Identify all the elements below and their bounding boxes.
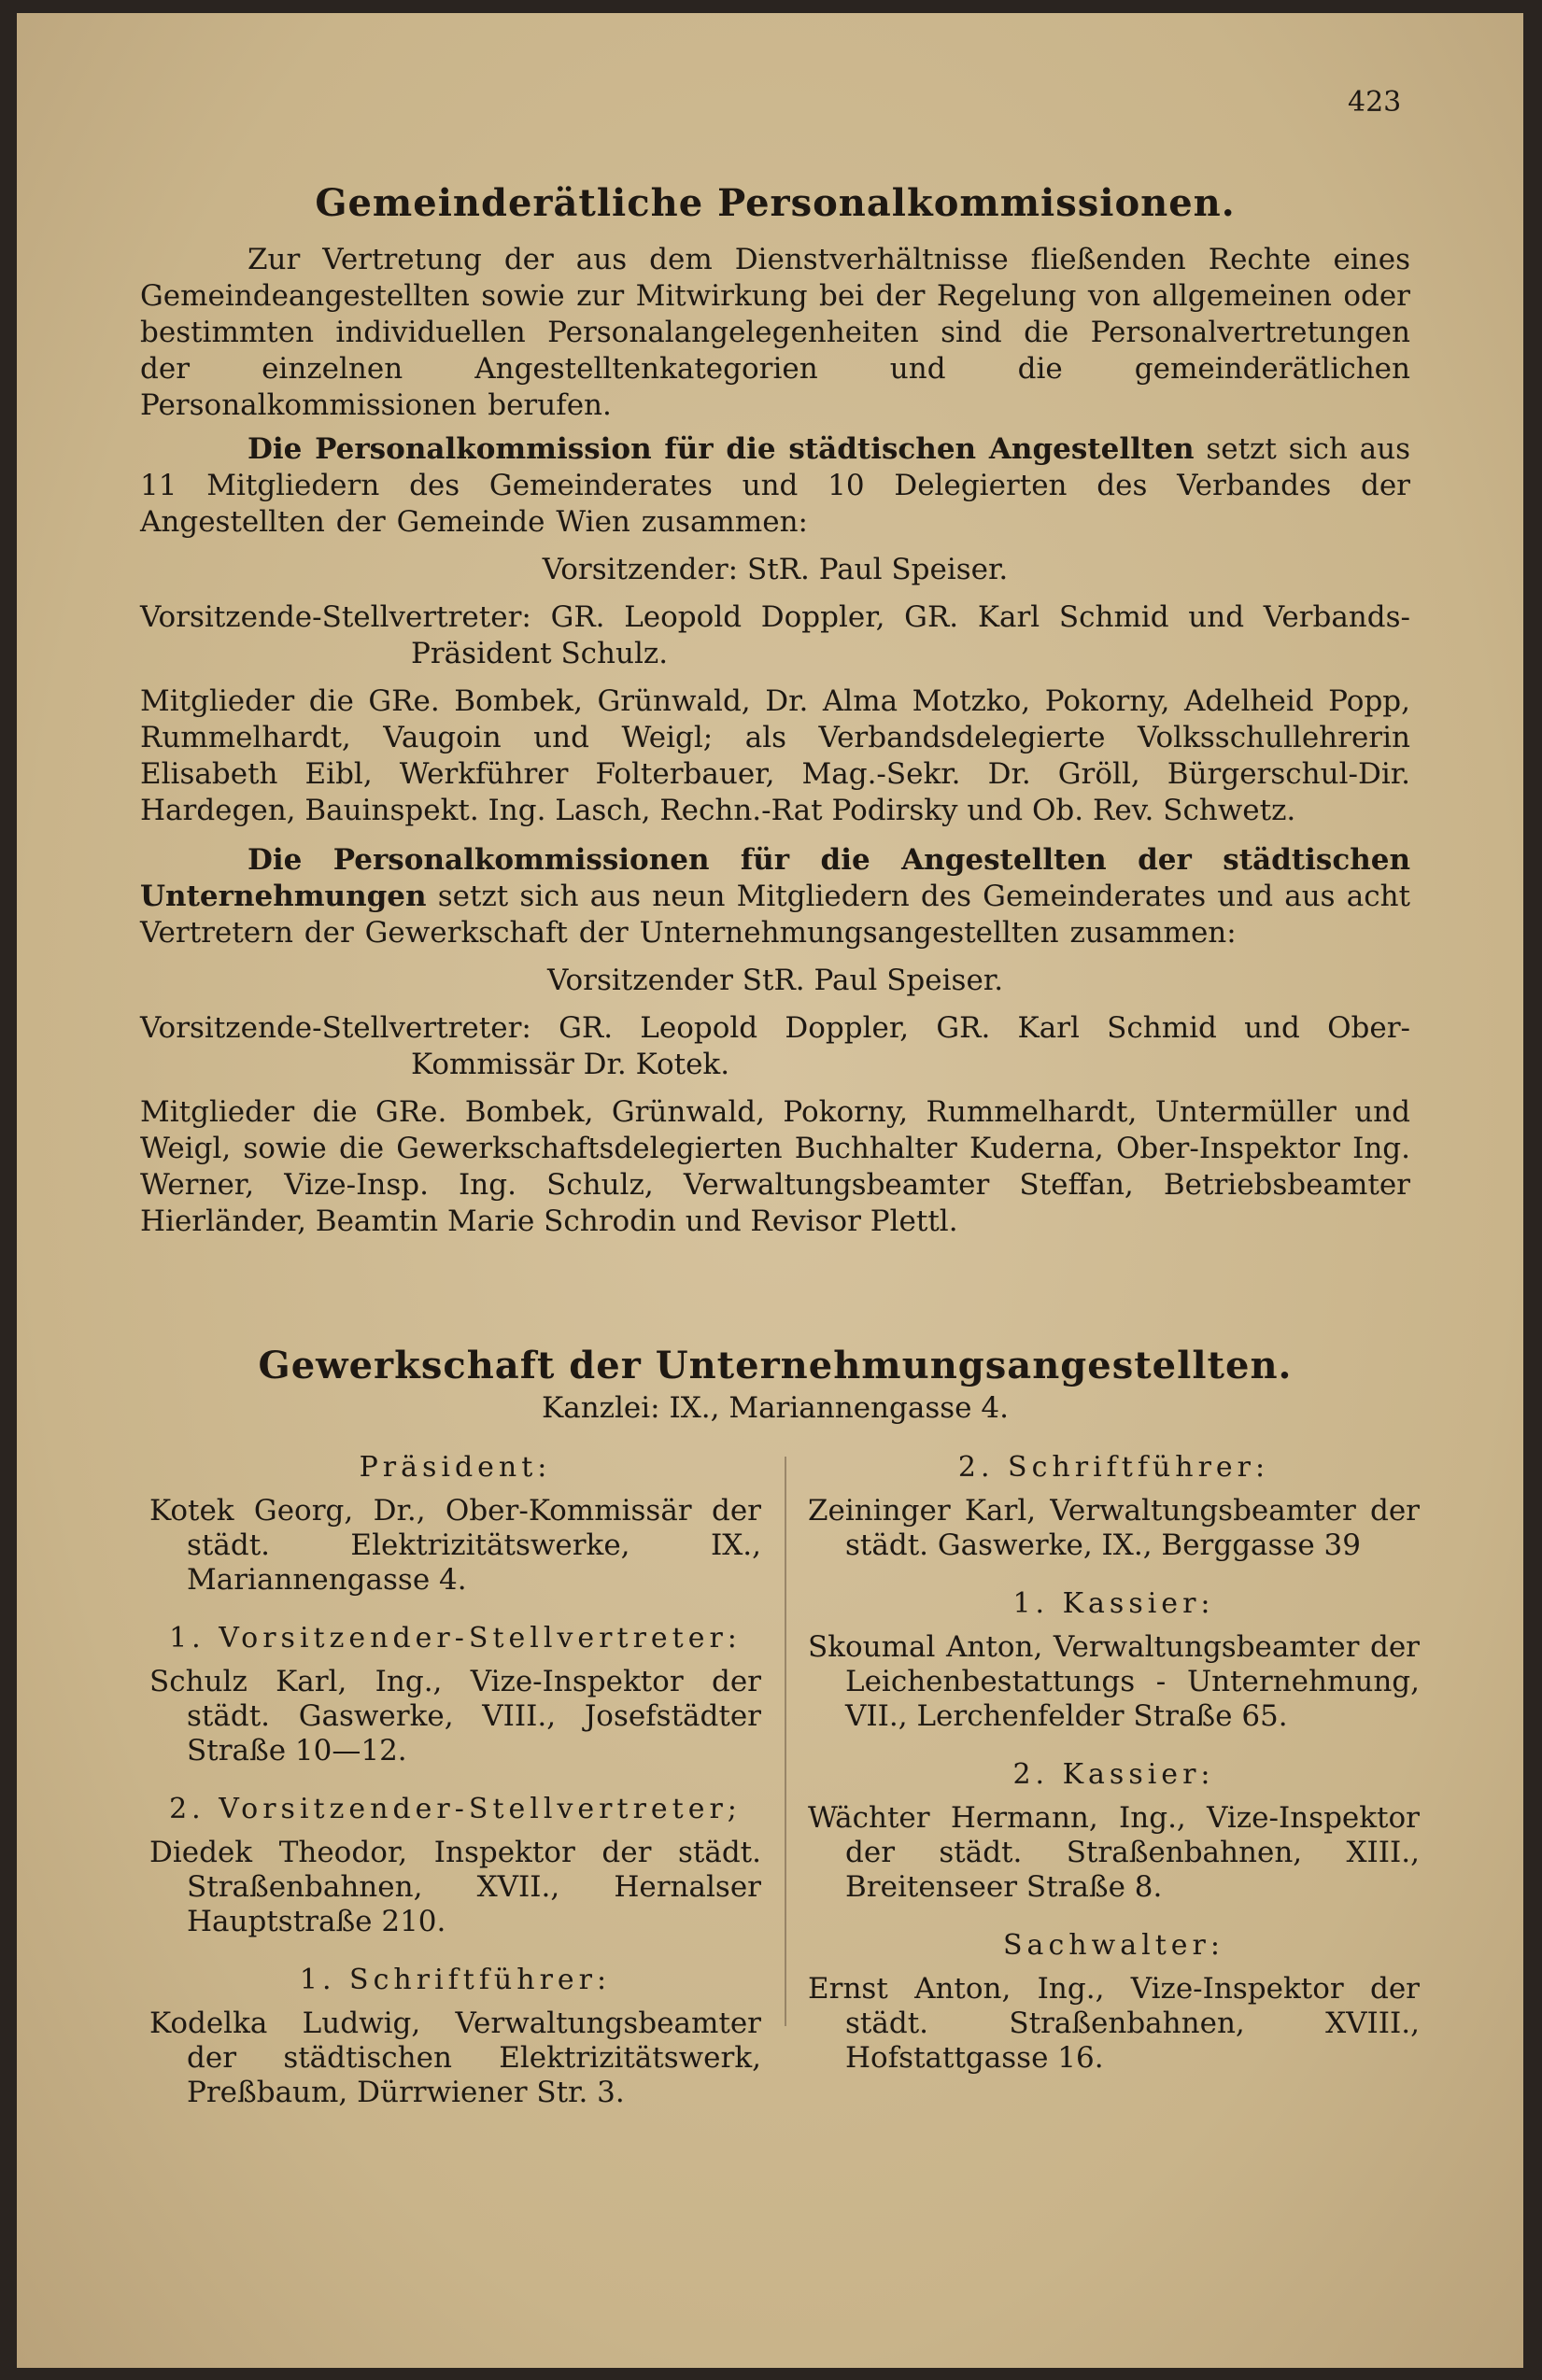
officers-columns xyxy=(140,1443,1420,2116)
commission2-paragraph xyxy=(140,842,1410,951)
commission1-deputies xyxy=(140,599,1410,672)
role-heading: 2. Kassier: xyxy=(1012,1758,1215,1791)
deputy-text: GR. Leopold Doppler, GR. Karl Schmid und Verbands-Präsident Schulz. xyxy=(411,600,1410,670)
chair-name: StR. Paul Speiser. xyxy=(742,964,1004,997)
role-heading: 1. Kassier: xyxy=(1012,1587,1215,1620)
role-heading: Sachwalter: xyxy=(1003,1929,1224,1962)
column-divider xyxy=(785,1457,786,2026)
commission2-chair xyxy=(140,963,1410,999)
left-column xyxy=(149,1443,761,2134)
commission1-lead: Die Personalkommission für die städtischen Angestellten xyxy=(248,432,1195,466)
section-personalkommissionen xyxy=(140,181,1410,1251)
commission1-text: setzt sich aus 11 Mitgliedern des Gemeinderates und 10 Delegierten des Verbandes der Angestellten der Gemeinde Wien zusammen: xyxy=(140,432,1410,539)
page-number: 423 xyxy=(1348,86,1402,119)
officer-entry: Wächter Hermann, Ing., Vize-Inspektor der städt. Straßenbahnen, XIII., Breitenseer Straße 8. xyxy=(808,1801,1420,1904)
officer-entry: Ernst Anton, Ing., Vize-Inspektor der städt. Straßenbahnen, XVIII., Hofstattgasse 16. xyxy=(808,1972,1420,2075)
chair-label: Vorsitzender xyxy=(546,964,733,997)
commission1-paragraph xyxy=(140,431,1410,541)
commission2-lead: Die Personalkommissionen für die Angestellten der städtischen Unternehmungen xyxy=(140,843,1410,913)
officer-entry: Schulz Karl, Ing., Vize-Inspektor der städt. Gaswerke, VIII., Josefstädter Straße 10—12. xyxy=(149,1665,761,1767)
commission1-members: Mitglieder die GRe. Bombek, Grünwald, Dr. Alma Motzko, Pokorny, Adelheid Popp, Rummelhardt, Vaugoin und Weigl; als Verbandsdelegierte Volksschullehrerin Elisabeth Eibl, Werkführer Folterbauer, Mag.-Sekr. Dr. Gröll, Bürgerschul-Dir. Hardegen, Bauinspekt. Ing. Lasch, Rechn.-Rat Podirsky und Ob. Rev. Schwetz. xyxy=(140,684,1410,827)
office-address: Kanzlei: IX., Mariannengasse 4. xyxy=(542,1391,1009,1425)
officer-entry: Kotek Georg, Dr., Ober-Kommissär der städt. Elektrizitätswerke, IX., Mariannengasse 4. xyxy=(149,1494,761,1597)
section-title: Gemeinderätliche Personalkommissionen. xyxy=(315,181,1236,225)
chair-label: Vorsitzender: xyxy=(542,553,739,586)
role-heading: 2. Vorsitzender-Stellvertreter; xyxy=(169,1793,742,1825)
role-heading: 1. Schriftführer: xyxy=(299,1964,612,1996)
intro-paragraph: Zur Vertretung der aus dem Dienstverhältnisse fließenden Rechte eines Gemeindeangestellten sowie zur Mitwirkung bei der Regelung von allgemeinen oder bestimmten individuellen Personalangelegenheiten sind die Personalvertretungen der einzelnen Angestelltenkategorien und die gemeinderätlichen Personalkommissionen berufen. xyxy=(140,243,1410,422)
commission2-deputies xyxy=(140,1010,1410,1083)
deputy-label: Vorsitzende-Stellvertreter: xyxy=(140,600,531,634)
chair-name: StR. Paul Speiser. xyxy=(746,553,1009,586)
commission2-text: setzt sich aus neun Mitgliedern des Gemeinderates und aus acht Vertretern der Gewerkschaft der Unternehmungsangestellten zusammen: xyxy=(140,880,1410,950)
deputy-label: Vorsitzende-Stellvertreter: xyxy=(140,1011,531,1045)
deputy-text: GR. Leopold Doppler, GR. Karl Schmid und Ober-Kommissär Dr. Kotek. xyxy=(411,1011,1410,1081)
officer-entry: Zeininger Karl, Verwaltungsbeamter der städt. Gaswerke, IX., Berggasse 39 xyxy=(808,1494,1420,1562)
role-heading: 2. Schriftführer: xyxy=(957,1451,1270,1484)
section-gewerkschaft xyxy=(140,1344,1420,2116)
officer-entry: Skoumal Anton, Verwaltungsbeamter der Leichenbestattungs - Unternehmung, VII., Lerchenfelder Straße 65. xyxy=(808,1630,1420,1733)
commission2-members: Mitglieder die GRe. Bombek, Grünwald, Pokorny, Rummelhardt, Untermüller und Weigl, sowie die Gewerkschaftsdelegierten Buchhalter Kuderna, Ober-Inspektor Ing. Werner, Vize-Insp. Ing. Schulz, Verwaltungsbeamter Steffan, Betriebsbeamter Hierländer, Beamtin Marie Schrodin und Revisor Plettl. xyxy=(140,1095,1410,1238)
commission1-chair xyxy=(140,552,1410,588)
section-title: Gewerkschaft der Unternehmungsangestellten. xyxy=(258,1344,1293,1387)
right-column xyxy=(808,1443,1420,2100)
role-heading: 1. Vorsitzender-Stellvertreter: xyxy=(169,1622,742,1655)
officer-entry: Kodelka Ludwig, Verwaltungsbeamter der städtischen Elektrizitätswerk, Preßbaum, Dürrwiener Str. 3. xyxy=(149,2007,761,2109)
officer-entry: Diedek Theodor, Inspektor der städt. Straßenbahnen, XVII., Hernalser Hauptstraße 210. xyxy=(149,1836,761,1938)
role-heading: Präsident: xyxy=(359,1451,552,1484)
document-page xyxy=(17,13,1523,2368)
